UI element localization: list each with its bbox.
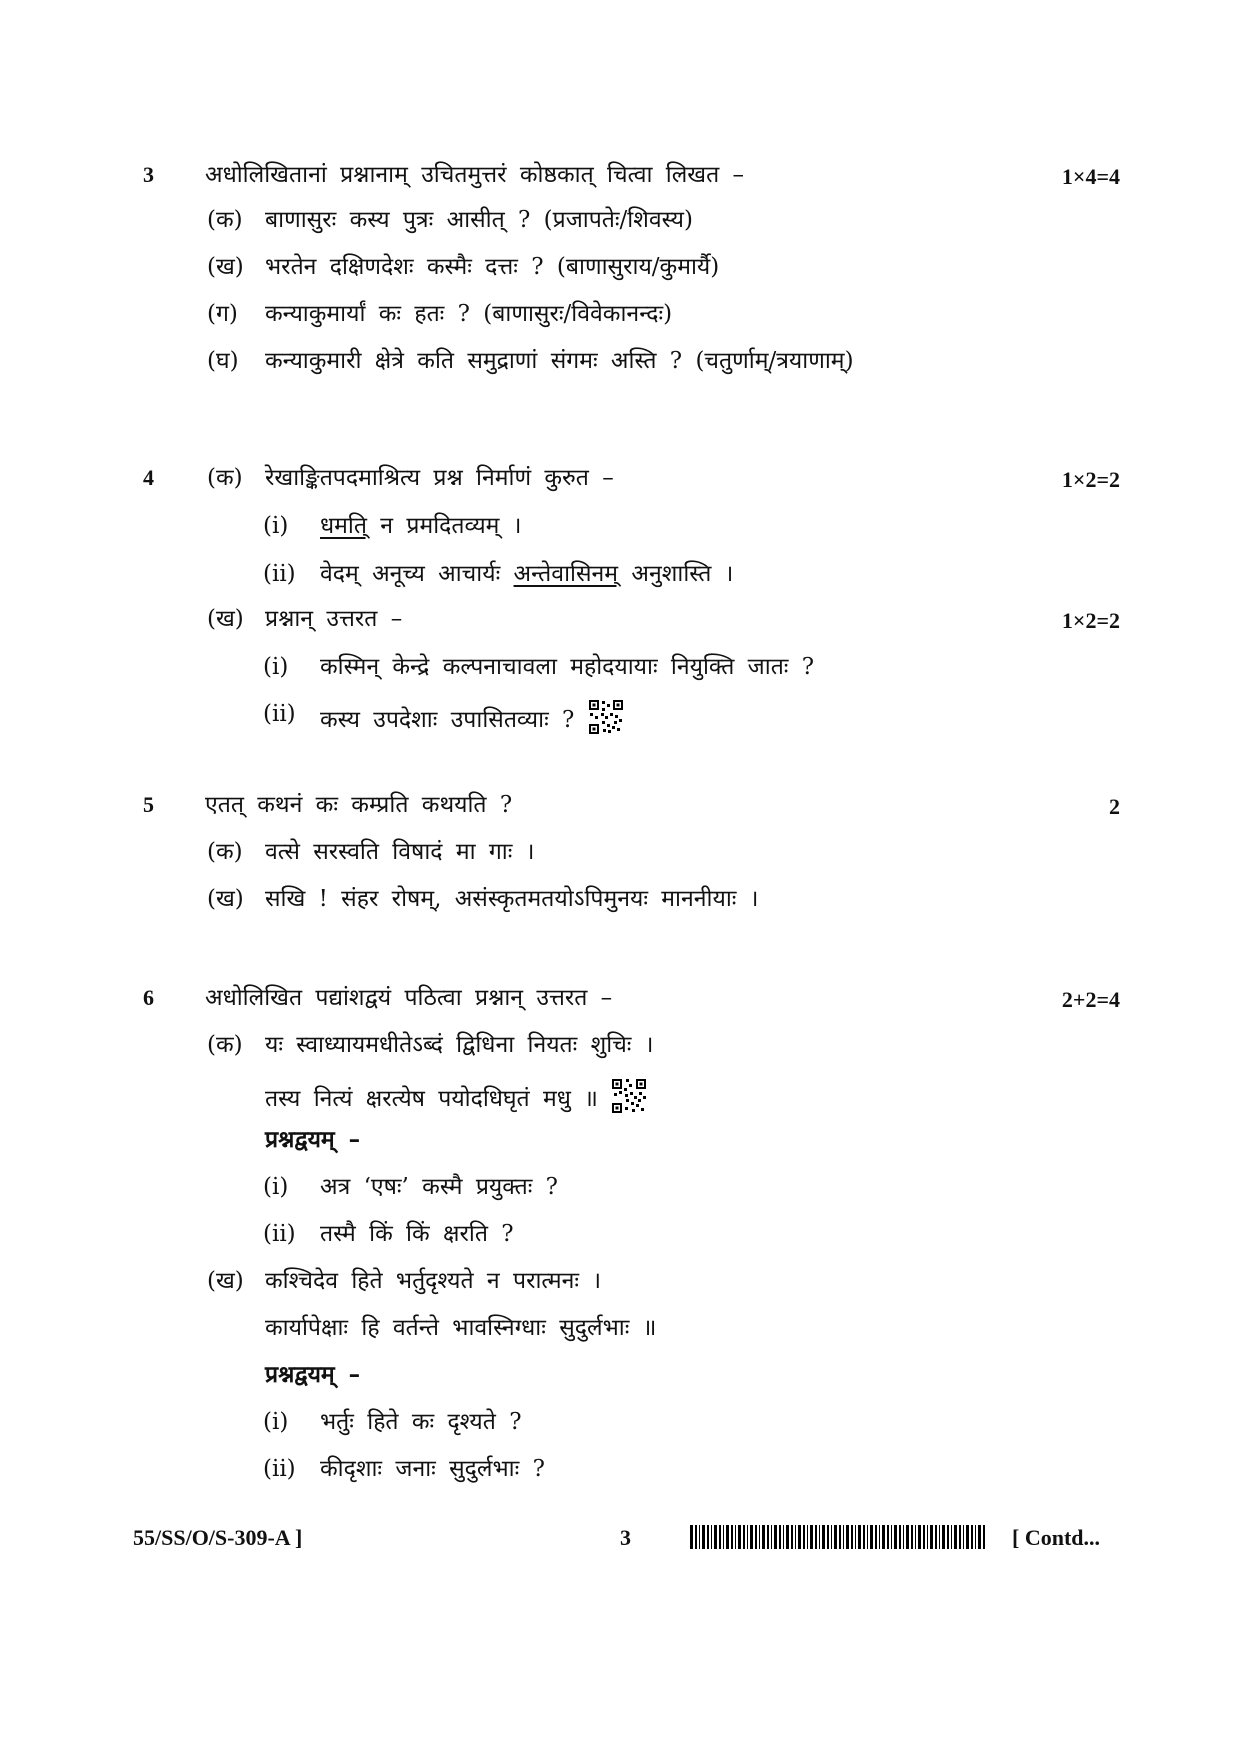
q6-part-a-verse-line-1: यः स्वाध्यायमधीतेऽब्दं द्विधिना नियतः शुचिः ।	[265, 1032, 654, 1058]
q3-item-label-a: (क)	[207, 207, 243, 233]
q6-part-b-label: (ख)	[207, 1268, 244, 1294]
question-5-prompt: एतत् कथनं कः कम्प्रति कथयति ?	[205, 792, 513, 818]
q6-b-ii-text: कीदृशाः जनाः सुदुर्लभाः ?	[320, 1456, 545, 1482]
question-6-prompt: अधोलिखित पद्यांशद्वयं पठित्वा प्रश्नान् उत्तरत –	[205, 985, 613, 1011]
q4-b-i-label: (i)	[263, 654, 289, 680]
question-number-4: 4	[143, 465, 154, 490]
q3-item-label-d: (घ)	[207, 348, 239, 374]
q4-part-a-label: (क)	[207, 465, 243, 491]
q4-part-b-label: (ख)	[207, 606, 244, 632]
q3-item-label-b: (ख)	[207, 254, 244, 280]
qr-code-icon	[611, 1078, 647, 1122]
q3-item-text-d: कन्याकुमारी क्षेत्रे कति समुद्राणां संगमः अस्ति ? (चतुर्णाम्/त्रयाणाम्)	[265, 348, 854, 374]
barcode-icon	[690, 1525, 990, 1553]
q3-item-label-c: (ग)	[207, 301, 238, 327]
question-number-3: 3	[143, 162, 154, 187]
question-3-marks: 1×4=4	[1061, 164, 1120, 189]
q4-a-i-rest: न प्रमदितव्यम् ।	[380, 513, 522, 539]
q4-b-ii-text: कस्य उपदेशाः उपासितव्याः ?	[320, 707, 575, 733]
q4-a-ii-post: अनुशास्ति ।	[631, 561, 734, 587]
q3-item-text-b: भरतेन दक्षिणदेशः कस्मैः दत्तः ? (बाणासुराय/कुमार्यै)	[265, 254, 720, 280]
question-6-marks: 2+2=4	[1061, 987, 1120, 1012]
q6-part-a-verse-line-2: तस्य नित्यं क्षरत्येष पयोदधिघृतं मधु ॥	[265, 1086, 598, 1112]
q6-b-ii-label: (ii)	[263, 1456, 296, 1482]
q4-b-ii-line	[320, 699, 624, 743]
q4-a-ii-underlined-word: अन्तेवासिनम्	[513, 561, 619, 587]
q4-part-b-marks: 1×2=2	[1061, 608, 1120, 633]
q6-a-i-text: अत्र ‘एषः’ कस्मै प्रयुक्तः ?	[320, 1174, 559, 1200]
q6-part-b-verse-line-2: कार्यापेक्षाः हि वर्तन्ते भावस्निग्धाः सुदुर्लभाः ॥	[265, 1315, 657, 1341]
q6-part-a-question-heading: प्रश्नद्वयम् –	[265, 1126, 361, 1153]
q4-a-i-label: (i)	[263, 513, 289, 539]
q6-b-i-text: भर्तुः हिते कः दृश्यते ?	[320, 1409, 522, 1435]
q6-part-b-verse-line-1: कश्चिदेव हिते भर्तुदृश्यते न परात्मनः ।	[265, 1268, 602, 1294]
q4-a-ii-sentence	[320, 559, 733, 589]
q6-part-a-verse-line-2-row	[265, 1078, 647, 1122]
q5-item-label-a: (क)	[207, 839, 243, 865]
q6-part-a-label: (क)	[207, 1032, 243, 1058]
q6-a-ii-label: (ii)	[263, 1221, 296, 1247]
q5-item-label-b: (ख)	[207, 886, 244, 912]
q4-a-ii-label: (ii)	[263, 561, 296, 587]
question-5-marks: 2	[1109, 794, 1120, 819]
q6-a-i-label: (i)	[263, 1174, 289, 1200]
q4-b-ii-label: (ii)	[263, 701, 296, 727]
q4-part-a-prompt: रेखाङ्कितपदमाश्रित्य प्रश्न निर्माणं कुरुत –	[265, 465, 614, 491]
q6-a-ii-text: तस्मै किं किं क्षरति ?	[320, 1221, 514, 1247]
q4-a-i-sentence	[320, 511, 521, 541]
q6-b-i-label: (i)	[263, 1409, 289, 1435]
q4-a-ii-pre: वेदम् अनूच्य आचार्यः	[320, 561, 501, 587]
q4-b-i-text: कस्मिन् केन्द्रे कल्पनाचावला महोदयायाः नियुक्ति जातः ?	[320, 654, 815, 680]
q5-item-text-a: वत्से सरस्वति विषादं मा गाः ।	[265, 839, 535, 865]
question-3-prompt: अधोलिखितानां प्रश्नानाम् उचितमुत्तरं कोष्ठकात् चित्वा लिखत –	[205, 162, 745, 188]
q5-item-text-b: सखि ! संहर रोषम्, असंस्कृतमतयोऽपिमुनयः माननीयाः ।	[265, 886, 759, 912]
paper-code: 55/SS/O/S-309-A ]	[133, 1525, 303, 1550]
q4-a-i-underlined-word: धमति्	[320, 513, 367, 539]
question-number-6: 6	[143, 985, 154, 1010]
question-number-5: 5	[143, 792, 154, 817]
qr-code-icon	[588, 699, 624, 743]
continued-label: [ Contd...	[1012, 1525, 1101, 1550]
page-number: 3	[620, 1525, 631, 1550]
q4-part-b-prompt: प्रश्नान् उत्तरत –	[265, 606, 403, 632]
q6-part-b-question-heading: प्रश्नद्वयम् –	[265, 1361, 361, 1388]
q4-part-a-marks: 1×2=2	[1061, 467, 1120, 492]
q3-item-text-a: बाणासुरः कस्य पुत्रः आसीत् ? (प्रजापतेः/शिवस्य)	[265, 207, 693, 233]
q3-item-text-c: कन्याकुमार्यां कः हतः ? (बाणासुरः/विवेकानन्दः)	[265, 301, 673, 327]
